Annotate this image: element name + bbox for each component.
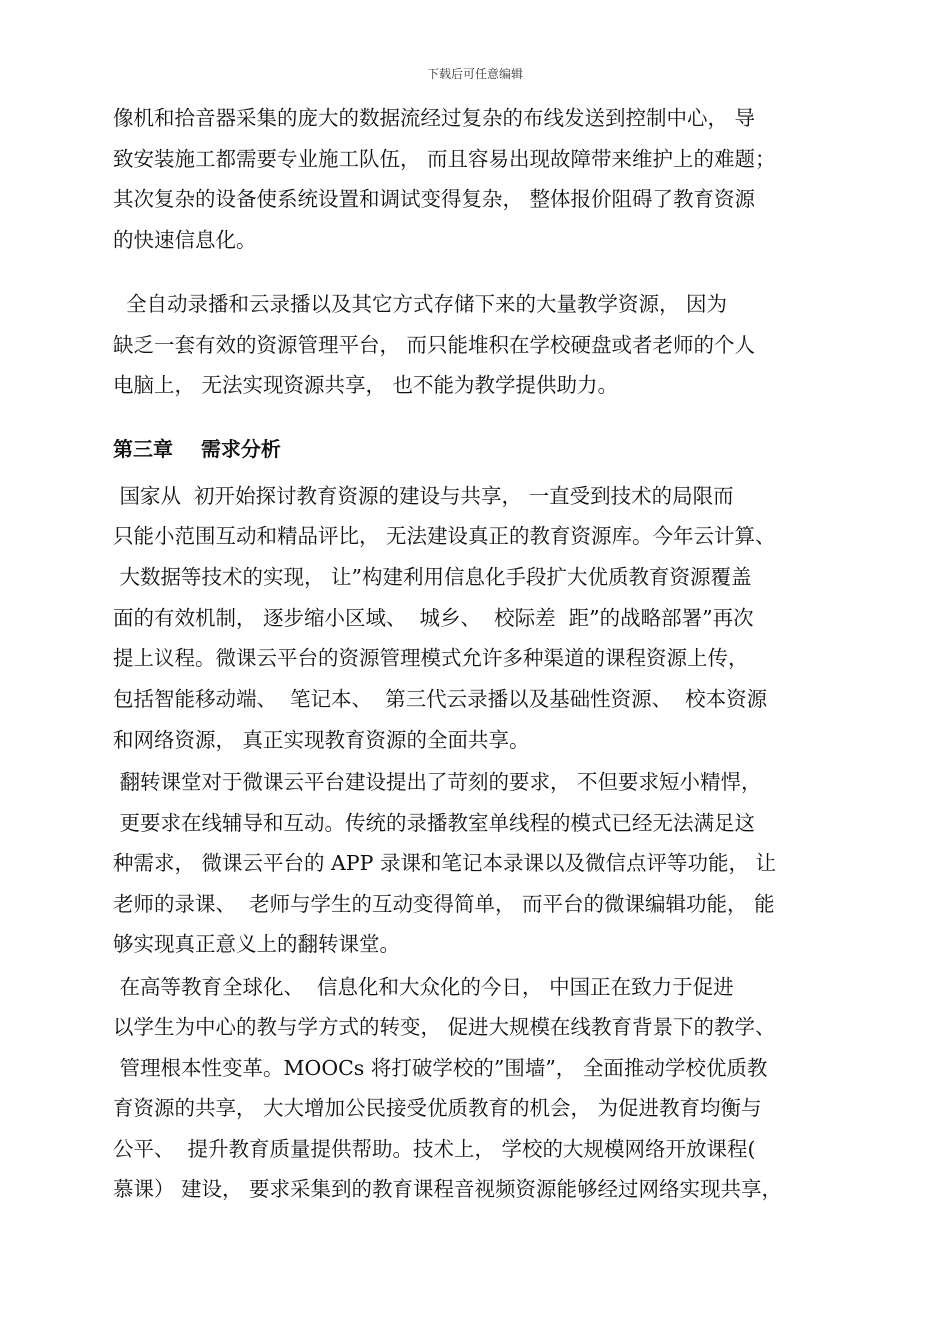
- body-line: 电脑上， 无法实现资源共享， 也不能为教学提供助力。: [113, 373, 619, 397]
- body-line: 像机和拾音器采集的庞大的数据流经过复杂的布线发送到控制中心， 导: [113, 106, 756, 130]
- body-line: 和网络资源， 真正实现教育资源的全面共享。: [113, 728, 530, 752]
- body-line: 面的有效机制， 逐步缩小区域、 城乡、 校际差 距”的战略部署”再次: [113, 606, 754, 630]
- section-heading: 第三章 需求分析: [113, 437, 281, 461]
- body-line: 致安装施工都需要专业施工队伍， 而且容易出现故障带来维护上的难题；: [113, 147, 776, 171]
- body-line: 缺乏一套有效的资源管理平台， 而只能堆积在学校硬盘或者老师的个人: [113, 333, 756, 357]
- body-line: 全自动录播和云录播以及其它方式存储下来的大量教学资源， 因为: [113, 292, 728, 316]
- body-line: 育资源的共享， 大大增加公民接受优质教育的机会， 为促进教育均衡与: [113, 1096, 762, 1120]
- body-line: 的快速信息化。: [113, 228, 257, 252]
- body-line: 更要求在线辅导和互动。传统的录播教室单线程的模式已经无法满足这: [113, 811, 756, 835]
- page-header: 下载后可任意编辑: [426, 67, 523, 81]
- body-line: 种需求， 微课云平台的 APP 录课和笔记本录课以及微信点评等功能， 让: [113, 851, 776, 875]
- body-line: 老师的录课、 老师与学生的互动变得简单， 而平台的微课编辑功能， 能: [113, 892, 775, 916]
- body-line: 其次复杂的设备使系统设置和调试变得复杂， 整体报价阻碍了教育资源: [113, 187, 756, 211]
- body-line: 够实现真正意义上的翻转课堂。: [113, 932, 400, 956]
- body-line: 国家从 初开始探讨教育资源的建设与共享， 一直受到技术的局限而: [113, 484, 734, 508]
- body-line: 管理根本性变革。MOOCs 将打破学校的”围墙”， 全面推动学校优质教: [113, 1056, 768, 1080]
- body-line: 翻转课堂对于微课云平台建设提出了苛刻的要求， 不但要求短小精悍，: [113, 770, 762, 794]
- body-line: 包括智能移动端、 笔记本、 第三代云录播以及基础性资源、 校本资源: [113, 687, 768, 711]
- body-line: 慕课） 建设， 要求采集到的教育课程音视频资源能够经过网络实现共享，: [113, 1177, 783, 1201]
- body-line: 大数据等技术的实现， 让”构建利用信息化手段扩大优质教育资源覆盖: [113, 565, 752, 589]
- body-line: 只能小范围互动和精品评比， 无法建设真正的教育资源库。今年云计算、: [113, 524, 776, 548]
- body-line: 提上议程。微课云平台的资源管理模式允许多种渠道的课程资源上传，: [113, 646, 749, 670]
- body-line: 在高等教育全球化、 信息化和大众化的今日， 中国正在致力于促进: [113, 975, 734, 999]
- body-line: 公平、 提升教育质量提供帮助。技术上， 学校的大规模网络开放课程(: [113, 1137, 756, 1161]
- body-line: 以学生为中心的教与学方式的转变， 促进大规模在线教育背景下的教学、: [113, 1015, 776, 1039]
